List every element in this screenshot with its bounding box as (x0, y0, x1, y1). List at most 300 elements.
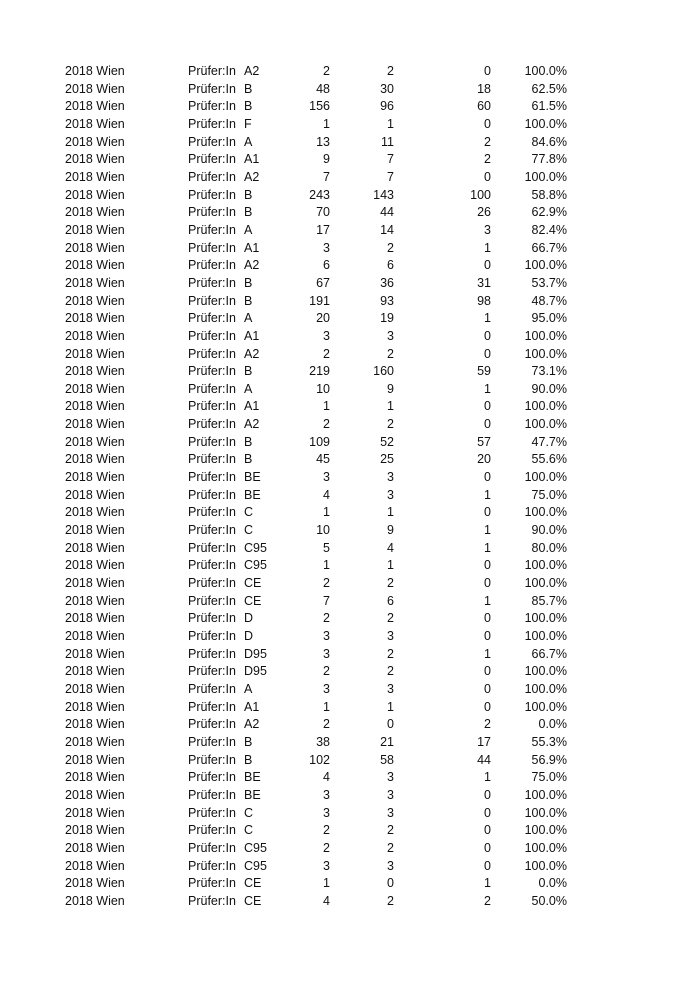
table-row (0, 822, 700, 840)
role-cell: Prüfer:In (188, 823, 236, 838)
table-row (0, 275, 700, 293)
year-cell: 2018 Wien (65, 434, 125, 449)
failed-cell: 1 (484, 381, 491, 396)
role-cell: Prüfer:In (188, 222, 236, 237)
year-cell: 2018 Wien (65, 258, 125, 273)
failed-cell: 1 (484, 876, 491, 891)
year-cell: 2018 Wien (65, 752, 125, 767)
total-cell: 3 (323, 681, 330, 696)
passed-cell: 2 (387, 664, 394, 679)
table-row (0, 204, 700, 222)
table-row (0, 469, 700, 487)
total-cell: 9 (323, 152, 330, 167)
year-cell: 2018 Wien (65, 681, 125, 696)
year-cell: 2018 Wien (65, 311, 125, 326)
year-cell: 2018 Wien (65, 858, 125, 873)
table-row (0, 381, 700, 399)
pass-rate-cell: 90.0% (531, 381, 567, 396)
year-cell: 2018 Wien (65, 205, 125, 220)
pass-rate-cell: 66.7% (531, 240, 567, 255)
pass-rate-cell: 66.7% (531, 646, 567, 661)
failed-cell: 0 (484, 470, 491, 485)
role-cell: Prüfer:In (188, 364, 236, 379)
total-cell: 67 (316, 275, 330, 290)
failed-cell: 2 (484, 134, 491, 149)
class-cell: B (244, 452, 253, 467)
passed-cell: 3 (387, 629, 394, 643)
class-cell: C95 (244, 858, 267, 873)
year-cell: 2018 Wien (65, 293, 125, 308)
pass-rate-cell: 80.0% (531, 540, 567, 555)
pass-rate-cell: 100.0% (524, 611, 567, 626)
role-cell: Prüfer:In (188, 734, 236, 749)
failed-cell: 1 (484, 240, 491, 255)
table-row (0, 222, 700, 240)
role-cell: Prüfer:In (188, 275, 236, 290)
failed-cell: 1 (484, 646, 491, 661)
class-cell: CE (244, 576, 262, 591)
passed-cell: 21 (380, 734, 394, 749)
passed-cell: 1 (387, 699, 394, 714)
pass-rate-cell: 100.0% (524, 823, 567, 838)
pass-rate-cell: 100.0% (524, 399, 567, 414)
class-cell: CE (244, 893, 262, 908)
failed-cell: 60 (477, 99, 491, 114)
total-cell: 2 (323, 64, 330, 78)
role-cell: Prüfer:In (188, 770, 236, 785)
year-cell: 2018 Wien (65, 275, 125, 290)
failed-cell: 0 (484, 505, 491, 520)
role-cell: Prüfer:In (188, 876, 236, 891)
total-cell: 6 (323, 258, 330, 273)
year-cell: 2018 Wien (65, 470, 125, 485)
pass-rate-cell: 90.0% (531, 523, 567, 538)
class-cell: B (244, 205, 253, 220)
total-cell: 219 (309, 364, 330, 379)
total-cell: 10 (316, 523, 330, 538)
failed-cell: 1 (484, 487, 491, 502)
pass-rate-cell: 61.5% (531, 99, 567, 114)
failed-cell: 0 (484, 558, 491, 573)
pass-rate-cell: 55.3% (531, 734, 567, 749)
table-row (0, 187, 700, 205)
failed-cell: 18 (477, 81, 491, 96)
pass-rate-cell: 100.0% (524, 169, 567, 184)
total-cell: 1 (323, 116, 330, 131)
class-cell: BE (244, 487, 261, 502)
pass-rate-cell: 100.0% (524, 258, 567, 273)
table-row (0, 328, 700, 346)
role-cell: Prüfer:In (188, 840, 236, 855)
year-cell: 2018 Wien (65, 840, 125, 855)
passed-cell: 1 (387, 505, 394, 520)
pass-rate-cell: 100.0% (524, 664, 567, 679)
year-cell: 2018 Wien (65, 240, 125, 255)
table-row (0, 451, 700, 469)
passed-cell: 2 (387, 240, 394, 255)
total-cell: 1 (323, 558, 330, 573)
failed-cell: 2 (484, 717, 491, 732)
class-cell: B (244, 293, 253, 308)
total-cell: 3 (323, 805, 330, 820)
failed-cell: 0 (484, 328, 491, 343)
failed-cell: 2 (484, 893, 491, 908)
table-row (0, 805, 700, 823)
table-row (0, 540, 700, 558)
role-cell: Prüfer:In (188, 399, 236, 414)
total-cell: 191 (309, 293, 330, 308)
table-row (0, 769, 700, 787)
table-row (0, 310, 700, 328)
total-cell: 2 (323, 417, 330, 432)
role-cell: Prüfer:In (188, 293, 236, 308)
table-row (0, 346, 700, 364)
table-row (0, 98, 700, 116)
failed-cell: 1 (484, 540, 491, 555)
passed-cell: 2 (387, 417, 394, 432)
passed-cell: 7 (387, 152, 394, 167)
role-cell: Prüfer:In (188, 576, 236, 591)
passed-cell: 2 (387, 346, 394, 361)
class-cell: A1 (244, 328, 260, 343)
total-cell: 7 (323, 593, 330, 608)
table-row (0, 716, 700, 734)
table-row (0, 240, 700, 258)
table-row (0, 293, 700, 311)
class-cell: C (244, 505, 254, 520)
pass-rate-cell: 50.0% (531, 893, 567, 908)
table-row (0, 257, 700, 275)
table-row (0, 646, 700, 664)
role-cell: Prüfer:In (188, 240, 236, 255)
failed-cell: 0 (484, 116, 491, 131)
passed-cell: 44 (380, 205, 394, 220)
table-row (0, 487, 700, 505)
pass-rate-cell: 73.1% (531, 364, 567, 379)
pass-rate-cell: 100.0% (524, 346, 567, 361)
pass-rate-cell: 100.0% (524, 417, 567, 432)
year-cell: 2018 Wien (65, 576, 125, 591)
pass-rate-cell: 0.0% (538, 717, 567, 732)
pass-rate-cell: 100.0% (524, 505, 567, 520)
total-cell: 3 (323, 629, 330, 643)
table-row (0, 787, 700, 805)
role-cell: Prüfer:In (188, 523, 236, 538)
pass-rate-cell: 84.6% (531, 134, 567, 149)
total-cell: 17 (316, 222, 330, 237)
class-cell: B (244, 81, 253, 96)
table-row (0, 575, 700, 593)
role-cell: Prüfer:In (188, 540, 236, 555)
passed-cell: 143 (373, 187, 394, 202)
year-cell: 2018 Wien (65, 81, 125, 96)
class-cell: B (244, 434, 253, 449)
passed-cell: 14 (380, 222, 394, 237)
pass-rate-cell: 56.9% (531, 752, 567, 767)
role-cell: Prüfer:In (188, 417, 236, 432)
passed-cell: 19 (380, 311, 394, 326)
passed-cell: 2 (387, 823, 394, 838)
passed-cell: 2 (387, 611, 394, 626)
role-cell: Prüfer:In (188, 664, 236, 679)
total-cell: 2 (323, 346, 330, 361)
pass-rate-cell: 100.0% (524, 681, 567, 696)
pass-rate-cell: 48.7% (531, 293, 567, 308)
role-cell: Prüfer:In (188, 434, 236, 449)
class-cell: C (244, 823, 254, 838)
class-cell: CE (244, 876, 262, 891)
failed-cell: 20 (477, 452, 491, 467)
pass-rate-cell: 85.7% (531, 593, 567, 608)
table-row (0, 663, 700, 681)
failed-cell: 31 (477, 275, 491, 290)
role-cell: Prüfer:In (188, 81, 236, 96)
table-row (0, 557, 700, 575)
failed-cell: 0 (484, 417, 491, 432)
failed-cell: 98 (477, 293, 491, 308)
pass-rate-cell: 100.0% (524, 787, 567, 802)
total-cell: 3 (323, 787, 330, 802)
total-cell: 20 (316, 311, 330, 326)
role-cell: Prüfer:In (188, 381, 236, 396)
failed-cell: 0 (484, 664, 491, 679)
passed-cell: 6 (387, 258, 394, 273)
class-cell: C95 (244, 540, 267, 555)
year-cell: 2018 Wien (65, 152, 125, 167)
failed-cell: 0 (484, 169, 491, 184)
class-cell: A1 (244, 699, 260, 714)
table-row (0, 522, 700, 540)
pass-rate-cell: 100.0% (524, 858, 567, 873)
failed-cell: 0 (484, 64, 491, 78)
year-cell: 2018 Wien (65, 558, 125, 573)
role-cell: Prüfer:In (188, 64, 236, 78)
pass-rate-cell: 100.0% (524, 699, 567, 714)
role-cell: Prüfer:In (188, 328, 236, 343)
pass-rate-cell: 100.0% (524, 116, 567, 131)
year-cell: 2018 Wien (65, 523, 125, 538)
failed-cell: 0 (484, 858, 491, 873)
year-cell: 2018 Wien (65, 593, 125, 608)
year-cell: 2018 Wien (65, 787, 125, 802)
year-cell: 2018 Wien (65, 611, 125, 626)
class-cell: A2 (244, 169, 260, 184)
failed-cell: 1 (484, 770, 491, 785)
pass-rate-cell: 75.0% (531, 770, 567, 785)
class-cell: D (244, 629, 254, 643)
year-cell: 2018 Wien (65, 346, 125, 361)
passed-cell: 3 (387, 487, 394, 502)
pass-rate-cell: 62.5% (531, 81, 567, 96)
failed-cell: 1 (484, 593, 491, 608)
table-row (0, 840, 700, 858)
failed-cell: 59 (477, 364, 491, 379)
total-cell: 45 (316, 452, 330, 467)
role-cell: Prüfer:In (188, 487, 236, 502)
table-row (0, 593, 700, 611)
class-cell: C95 (244, 558, 267, 573)
year-cell: 2018 Wien (65, 417, 125, 432)
class-cell: C (244, 523, 254, 538)
total-cell: 3 (323, 240, 330, 255)
class-cell: A2 (244, 258, 260, 273)
year-cell: 2018 Wien (65, 823, 125, 838)
year-cell: 2018 Wien (65, 364, 125, 379)
role-cell: Prüfer:In (188, 470, 236, 485)
table-row (0, 134, 700, 152)
class-cell: BE (244, 470, 261, 485)
total-cell: 2 (323, 611, 330, 626)
class-cell: A2 (244, 346, 260, 361)
total-cell: 1 (323, 505, 330, 520)
class-cell: A2 (244, 64, 260, 78)
table-row (0, 681, 700, 699)
year-cell: 2018 Wien (65, 381, 125, 396)
pass-rate-cell: 100.0% (524, 629, 567, 643)
role-cell: Prüfer:In (188, 805, 236, 820)
role-cell: Prüfer:In (188, 187, 236, 202)
passed-cell: 3 (387, 328, 394, 343)
total-cell: 4 (323, 770, 330, 785)
class-cell: BE (244, 770, 261, 785)
pass-rate-cell: 62.9% (531, 205, 567, 220)
passed-cell: 2 (387, 646, 394, 661)
passed-cell: 1 (387, 399, 394, 414)
total-cell: 5 (323, 540, 330, 555)
role-cell: Prüfer:In (188, 699, 236, 714)
role-cell: Prüfer:In (188, 205, 236, 220)
passed-cell: 160 (373, 364, 394, 379)
table-row (0, 363, 700, 381)
total-cell: 4 (323, 893, 330, 908)
total-cell: 156 (309, 99, 330, 114)
passed-cell: 36 (380, 275, 394, 290)
passed-cell: 7 (387, 169, 394, 184)
total-cell: 38 (316, 734, 330, 749)
year-cell: 2018 Wien (65, 893, 125, 908)
passed-cell: 30 (380, 81, 394, 96)
class-cell: BE (244, 787, 261, 802)
class-cell: B (244, 752, 253, 767)
total-cell: 2 (323, 840, 330, 855)
year-cell: 2018 Wien (65, 452, 125, 467)
role-cell: Prüfer:In (188, 752, 236, 767)
role-cell: Prüfer:In (188, 558, 236, 573)
failed-cell: 3 (484, 222, 491, 237)
table-row (0, 893, 700, 911)
failed-cell: 0 (484, 805, 491, 820)
table-row (0, 416, 700, 434)
role-cell: Prüfer:In (188, 717, 236, 732)
pass-rate-cell: 100.0% (524, 558, 567, 573)
passed-cell: 0 (387, 876, 394, 891)
passed-cell: 25 (380, 452, 394, 467)
pass-rate-cell: 100.0% (524, 840, 567, 855)
total-cell: 2 (323, 823, 330, 838)
role-cell: Prüfer:In (188, 452, 236, 467)
table-row (0, 699, 700, 717)
passed-cell: 3 (387, 858, 394, 873)
pass-rate-cell: 82.4% (531, 222, 567, 237)
year-cell: 2018 Wien (65, 540, 125, 555)
table-row (0, 81, 700, 99)
table-row (0, 434, 700, 452)
class-cell: D95 (244, 646, 267, 661)
failed-cell: 17 (477, 734, 491, 749)
table-row (0, 628, 700, 646)
passed-cell: 58 (380, 752, 394, 767)
data-table (0, 63, 700, 911)
failed-cell: 26 (477, 205, 491, 220)
pass-rate-cell: 55.6% (531, 452, 567, 467)
passed-cell: 0 (387, 717, 394, 732)
year-cell: 2018 Wien (65, 505, 125, 520)
failed-cell: 57 (477, 434, 491, 449)
failed-cell: 0 (484, 699, 491, 714)
class-cell: A1 (244, 240, 260, 255)
pass-rate-cell: 100.0% (524, 64, 567, 78)
year-cell: 2018 Wien (65, 699, 125, 714)
class-cell: B (244, 99, 253, 114)
passed-cell: 2 (387, 893, 394, 908)
year-cell: 2018 Wien (65, 664, 125, 679)
year-cell: 2018 Wien (65, 187, 125, 202)
pass-rate-cell: 0.0% (538, 876, 567, 891)
year-cell: 2018 Wien (65, 328, 125, 343)
role-cell: Prüfer:In (188, 629, 236, 643)
class-cell: B (244, 364, 253, 379)
role-cell: Prüfer:In (188, 893, 236, 908)
table-row (0, 116, 700, 134)
passed-cell: 3 (387, 770, 394, 785)
class-cell: C (244, 805, 254, 820)
passed-cell: 3 (387, 681, 394, 696)
pass-rate-cell: 75.0% (531, 487, 567, 502)
passed-cell: 96 (380, 99, 394, 114)
total-cell: 1 (323, 699, 330, 714)
role-cell: Prüfer:In (188, 152, 236, 167)
failed-cell: 0 (484, 258, 491, 273)
passed-cell: 4 (387, 540, 394, 555)
passed-cell: 93 (380, 293, 394, 308)
total-cell: 102 (309, 752, 330, 767)
role-cell: Prüfer:In (188, 858, 236, 873)
year-cell: 2018 Wien (65, 222, 125, 237)
role-cell: Prüfer:In (188, 169, 236, 184)
class-cell: B (244, 734, 253, 749)
table-row (0, 398, 700, 416)
role-cell: Prüfer:In (188, 311, 236, 326)
pass-rate-cell: 100.0% (524, 470, 567, 485)
year-cell: 2018 Wien (65, 876, 125, 891)
year-cell: 2018 Wien (65, 64, 125, 78)
total-cell: 70 (316, 205, 330, 220)
failed-cell: 0 (484, 576, 491, 591)
total-cell: 1 (323, 876, 330, 891)
class-cell: A2 (244, 717, 260, 732)
role-cell: Prüfer:In (188, 116, 236, 131)
passed-cell: 2 (387, 840, 394, 855)
role-cell: Prüfer:In (188, 787, 236, 802)
total-cell: 7 (323, 169, 330, 184)
passed-cell: 6 (387, 593, 394, 608)
class-cell: B (244, 187, 253, 202)
year-cell: 2018 Wien (65, 487, 125, 502)
passed-cell: 1 (387, 116, 394, 131)
passed-cell: 11 (381, 134, 394, 149)
table-row (0, 752, 700, 770)
total-cell: 2 (323, 576, 330, 591)
